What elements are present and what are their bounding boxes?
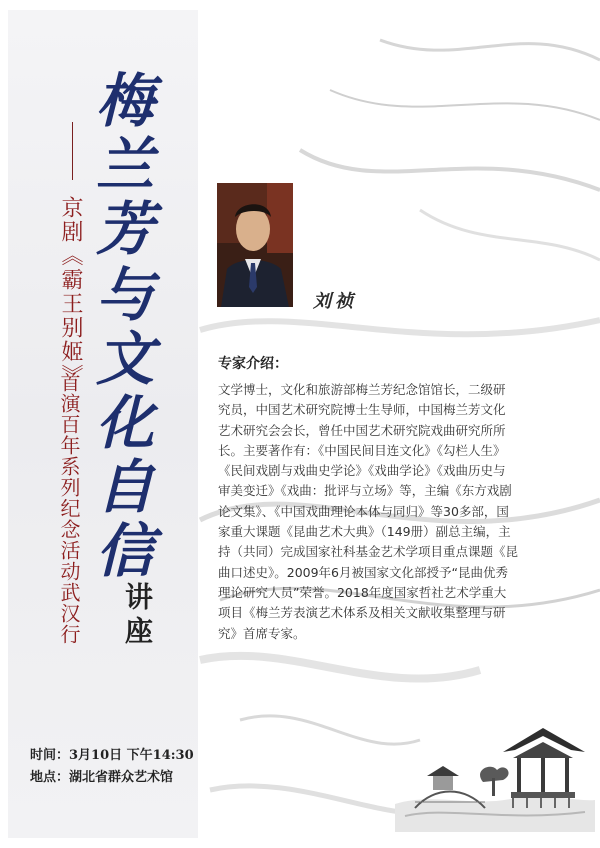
bio-text xyxy=(218,380,566,644)
bio-line: 理论研究人员”荣誉。2018年度国家哲社艺术学重大 xyxy=(218,584,507,600)
event-venue: 地点：湖北省群众艺术馆 xyxy=(30,770,174,785)
bio-line: 项目《梅兰芳表演艺术体系及相关文献收集整理与研 xyxy=(218,605,506,621)
bio-line: 审美变迁》《戏曲：批评与立场》等，主编《东方戏剧 xyxy=(218,483,512,499)
title-char: 梅 xyxy=(96,67,155,135)
subtitle-col-2: 首演百年系列纪念活动武汉行 xyxy=(57,372,81,645)
title-char: 与 xyxy=(96,261,155,329)
lecture-label: 讲座 xyxy=(121,582,154,650)
title-char: 自 xyxy=(96,453,155,521)
title-char: 芳 xyxy=(96,195,155,263)
bio-line: 曲口述史》。2009年6月被国家文化部授予“昆曲优秀 xyxy=(218,564,508,580)
subtitle-col-1: 京剧《霸王别姬》 xyxy=(58,196,83,388)
bio-line: 究》首席专家。 xyxy=(218,625,306,641)
bio-line: 家重大课题《昆曲艺术大典》（149册）副总主编，主 xyxy=(218,524,511,540)
bio-line: 持（共同）完成国家社科基金艺术学项目重点课题《昆 xyxy=(218,544,519,560)
bio-line: 文学博士，文化和旅游部梅兰芳纪念馆馆长，二级研 xyxy=(218,382,506,397)
event-time: 时间：3月10日 下午14:30 xyxy=(30,748,194,763)
bio-line: 究员，中国艺术研究院博士生导师，中国梅兰芳文化 xyxy=(218,402,506,418)
title-char: 兰 xyxy=(96,131,155,199)
speaker-photo xyxy=(217,183,293,307)
bio-line: 长。主要著作有：《中国民间目连文化》《勾栏人生》 xyxy=(218,442,506,458)
title-char: 化 xyxy=(96,389,155,457)
title-char: 文 xyxy=(96,325,155,393)
title-char: 信 xyxy=(96,517,155,585)
speaker-name: 刘祯 xyxy=(313,291,357,312)
bio-line: 《民间戏剧与戏曲史学论》《戏曲学论》《戏曲历史与 xyxy=(218,463,506,479)
subtitle-dash xyxy=(72,122,73,180)
bio-line: 艺术研究会会长，曾任中国艺术研究院戏曲研究所所 xyxy=(218,422,506,438)
pavilion-illustration xyxy=(395,712,595,832)
bio-line: 论文集》、《中国戏曲理论本体与同归》等30多部，国 xyxy=(218,503,509,519)
bio-heading: 专家介绍： xyxy=(218,356,288,372)
